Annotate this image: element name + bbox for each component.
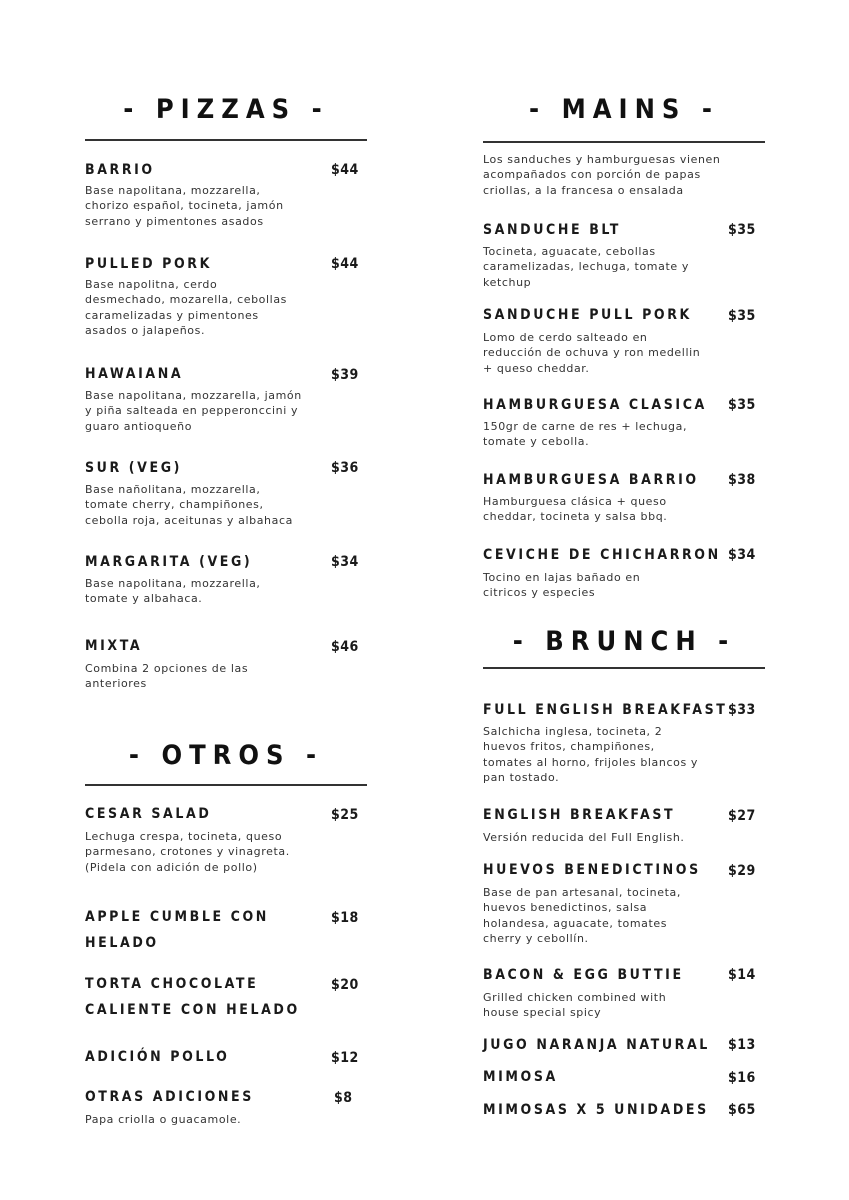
menu-item-name: HAMBURGUESA CLASICA <box>483 397 707 413</box>
menu-item-price: $35 <box>728 397 756 413</box>
mains-title: - MAINS - <box>529 94 719 125</box>
menu-item-price: $38 <box>728 472 756 488</box>
menu-item-name: SANDUCHE BLT <box>483 222 621 238</box>
menu-item-price: $29 <box>728 863 756 879</box>
menu-item-price: $36 <box>331 460 359 476</box>
menu-item-name: MIXTA <box>85 638 143 654</box>
menu-item-description: Hamburguesa clásica + queso cheddar, tocineta y salsa bbq. <box>483 495 668 524</box>
menu-item-price: $20 <box>331 977 359 993</box>
menu-item-price: $44 <box>331 256 359 272</box>
menu-item-description: Base napolitna, cerdo desmechado, mozarella, cebollas caramelizadas y pimentones asados o jalapeños. <box>85 278 287 337</box>
brunch-divider <box>483 667 765 669</box>
menu-item-name: MARGARITA (VEG) <box>85 554 253 570</box>
menu-item-name: OTRAS ADICIONES <box>85 1089 254 1105</box>
menu-item-name: JUGO NARANJA NATURAL <box>483 1037 710 1053</box>
menu-item-name: CESAR SALAD <box>85 806 212 822</box>
menu-item-price: $13 <box>728 1037 756 1053</box>
menu-item-name: TORTA CHOCOLATE CALIENTE CON HELADO <box>85 976 300 1018</box>
menu-item-description: Base napolitana, mozzarella, chorizo español, tocineta, jamón serrano y pimentones asados <box>85 184 284 228</box>
menu-item-name: MIMOSAS X 5 UNIDADES <box>483 1102 709 1118</box>
menu-item-description: Versión reducida del Full English. <box>483 831 685 844</box>
pizzas-title: - PIZZAS - <box>123 94 329 125</box>
menu-item-name: SANDUCHE PULL PORK <box>483 307 692 323</box>
menu-item-description: Combina 2 opciones de las anteriores <box>85 662 249 691</box>
menu-item-name: SUR (VEG) <box>85 460 182 476</box>
menu-item-price: $16 <box>728 1070 756 1086</box>
menu-item-name: CEVICHE DE CHICHARRON <box>483 547 721 563</box>
menu-item-price: $34 <box>728 547 756 563</box>
pizzas-divider <box>85 139 367 141</box>
menu-item-price: $35 <box>728 308 756 324</box>
menu-item-price: $65 <box>728 1102 756 1118</box>
menu-item-name: HAWAIANA <box>85 366 184 382</box>
menu-item-price: $25 <box>331 807 359 823</box>
menu-item-price: $14 <box>728 967 756 983</box>
menu-item-price: $18 <box>331 910 359 926</box>
menu-item-name: HAMBURGUESA BARRIO <box>483 472 699 488</box>
menu-item-description: Salchicha inglesa, tocineta, 2 huevos fritos, champiñones, tomates al horno, frijoles blancos y pan tostado. <box>483 725 698 784</box>
menu-item-description: Base de pan artesanal, tocineta, huevos benedictinos, salsa holandesa, aguacate, tomates cherry y cebollín. <box>483 886 681 945</box>
menu-item-description: Papa criolla o guacamole. <box>85 1113 242 1126</box>
menu-item-name: FULL ENGLISH BREAKFAST <box>483 702 728 718</box>
menu-item-price: $12 <box>331 1050 359 1066</box>
menu-item-name: MIMOSA <box>483 1069 558 1085</box>
brunch-title: - BRUNCH - <box>512 626 736 657</box>
menu-item-description: 150gr de carne de res + lechuga, tomate y cebolla. <box>483 420 688 449</box>
menu-item-name: HUEVOS BENEDICTINOS <box>483 862 701 878</box>
menu-item-description: Lechuga crespa, tocineta, queso parmesano, crotones y vinagreta. (Pidela con adición de pollo) <box>85 830 290 874</box>
menu-item-price: $8 <box>334 1090 353 1106</box>
menu-item-price: $46 <box>331 639 359 655</box>
menu-item-name: BACON & EGG BUTTIE <box>483 967 684 983</box>
mains-divider <box>483 141 765 143</box>
menu-item-description: Grilled chicken combined with house special spicy <box>483 991 667 1020</box>
menu-item-price: $33 <box>728 702 756 718</box>
menu-item-price: $39 <box>331 367 359 383</box>
menu-item-description: Base napolitana, mozzarella, tomate y albahaca. <box>85 577 261 606</box>
menu-item-price: $44 <box>331 162 359 178</box>
menu-item-price: $27 <box>728 808 756 824</box>
menu-item-price: $35 <box>728 222 756 238</box>
menu-item-description: Tocino en lajas bañado en citricos y especies <box>483 571 641 600</box>
otros-divider <box>85 784 367 786</box>
menu-item-description: Lomo de cerdo salteado en reducción de ochuva y ron medellin + queso cheddar. <box>483 331 701 375</box>
menu-item-name: ADICIÓN POLLO <box>85 1049 230 1065</box>
menu-item-description: Base nañolitana, mozzarella, tomate cherry, champiñones, cebolla roja, aceitunas y albahaca <box>85 483 293 527</box>
mains-intro: Los sanduches y hamburguesas vienen acompañados con porción de papas criollas, a la francesa o ensalada <box>483 153 721 197</box>
menu-item-description: Tocineta, aguacate, cebollas caramelizadas, lechuga, tomate y ketchup <box>483 245 689 289</box>
menu-item-name: PULLED PORK <box>85 256 212 272</box>
menu-item-price: $34 <box>331 554 359 570</box>
menu-item-name: APPLE CUMBLE CON HELADO <box>85 909 269 951</box>
menu-item-name: ENGLISH BREAKFAST <box>483 807 676 823</box>
otros-title: - OTROS - <box>128 740 324 771</box>
menu-item-name: BARRIO <box>85 162 155 178</box>
menu-item-description: Base napolitana, mozzarella, jamón y piña salteada en pepperonccini y guaro antioqueño <box>85 389 302 433</box>
